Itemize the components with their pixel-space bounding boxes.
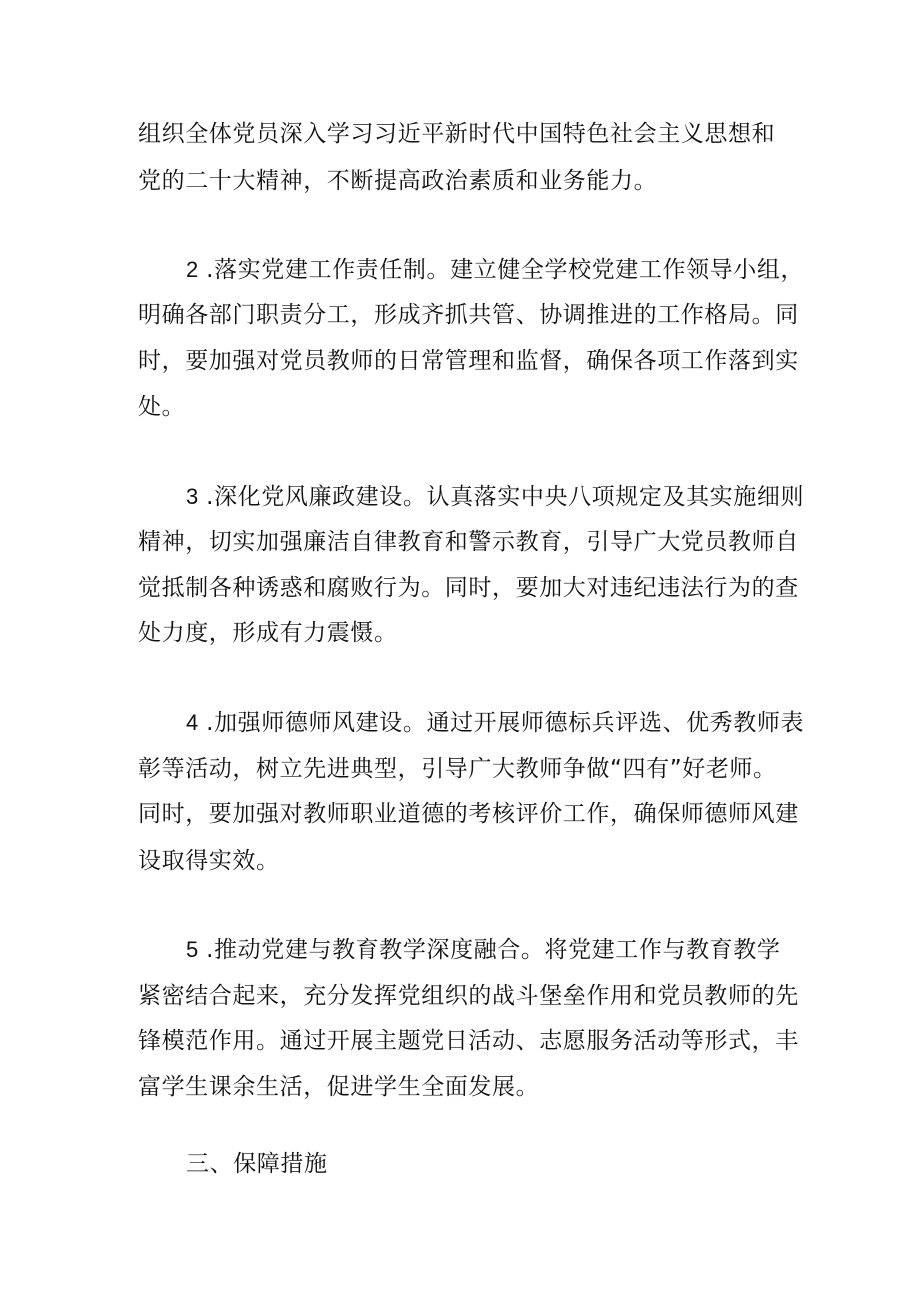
text-line: 锋模范作用。通过开展主题党日活动、志愿服务活动等形式，丰	[138, 1028, 799, 1054]
item-number: 2	[186, 257, 199, 282]
item-text: .加强师德师风建设。通过开展师德标兵评选、优秀教师表	[198, 710, 805, 736]
item-number: 3	[186, 484, 199, 509]
text-line	[186, 935, 846, 965]
text-line: 觉抵制各种诱惑和腐败行为。同时，要加大对违纪违法行为的查	[138, 575, 799, 601]
item-text: .深化党风廉政建设。认真落实中央八项规定及其实施细则	[198, 484, 805, 510]
item-number: 4	[186, 710, 199, 735]
text-line: 组织全体党员深入学习习近平新时代中国特色社会主义思想和	[138, 121, 776, 147]
text-line: 处。	[138, 394, 186, 420]
text-line: 时，要加强对党员教师的日常管理和监督，确保各项工作落到实	[138, 348, 799, 374]
text-line: 明确各部门职责分工，形成齐抓共管、协调推进的工作格局。同	[138, 302, 799, 328]
text-line: 处力度，形成有力震慑。	[138, 620, 398, 646]
text-line	[186, 255, 846, 285]
text-line: 精神，切实加强廉洁自律教育和警示教育，引导广大党员教师自	[138, 529, 799, 555]
text-line: 设取得实效。	[138, 848, 280, 874]
text-line: 富学生课余生活，促进学生全面发展。	[138, 1074, 540, 1100]
text-line: 党的二十大精神，不断提高政治素质和业务能力。	[138, 168, 658, 194]
item-number: 5	[186, 937, 199, 962]
text-line: 紧密结合起来，充分发挥党组织的战斗堡垒作用和党员教师的先	[138, 983, 799, 1009]
text-line: 同时，要加强对教师职业道德的考核评价工作，确保师德师风建	[138, 801, 799, 827]
text-line	[186, 482, 846, 512]
item-text: .落实党建工作责任制。建立健全学校党建工作领导小组，	[198, 257, 805, 283]
text-line	[186, 708, 846, 738]
section-heading: 三、保障措施	[186, 1151, 328, 1177]
item-text: .推动党建与教育教学深度融合。将党建工作与教育教学	[198, 937, 781, 963]
text-line: 彰等活动，树立先进典型，引导广大教师争做“四有”好老师。	[138, 756, 777, 782]
